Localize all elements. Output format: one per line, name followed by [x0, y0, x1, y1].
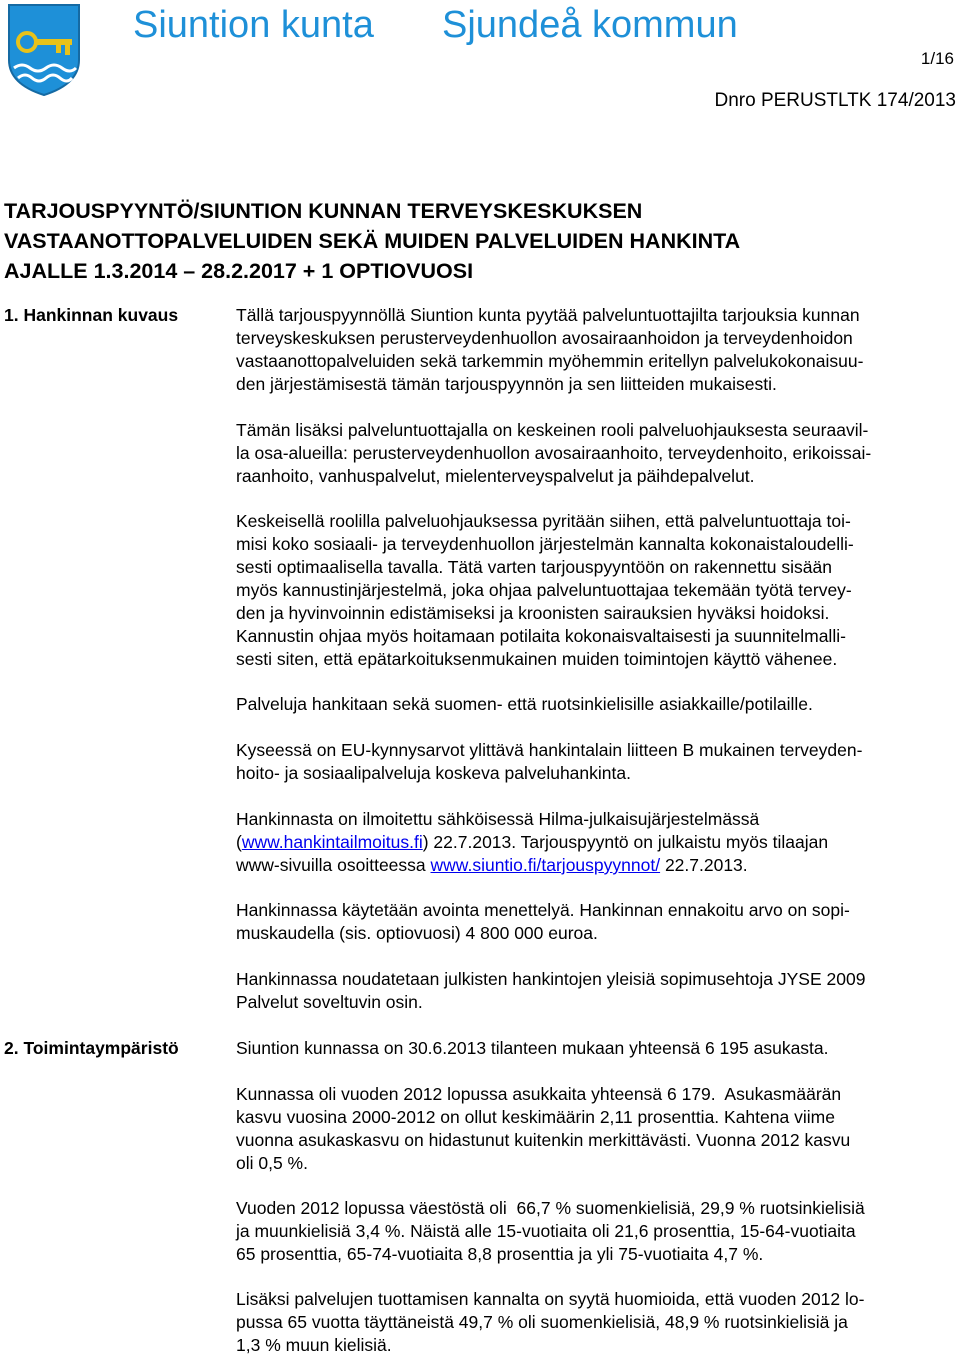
siuntio-tarjouspyynnot-link[interactable]: www.siuntio.fi/tarjouspyynnot/	[430, 855, 661, 875]
document-title	[4, 196, 954, 286]
paragraph	[236, 899, 956, 945]
paragraph	[236, 968, 956, 1014]
text-line: vastaanottopalveluiden sekä tarkemmin myöhemmin eritellyn palvelukokonaisuu-	[236, 351, 864, 371]
text-line: Kannustin ohjaa myös hoitamaan potilaita kokonaisvaltaisesti ja suunnitelmalli-	[236, 626, 846, 646]
text-line: kasvu vuosina 2000-2012 on ollut keskimäärin 2,11 prosenttia. Kahtena viime	[236, 1107, 835, 1127]
municipality-name-fi: Siuntion kunta	[133, 4, 374, 46]
text-line: Tällä tarjouspyynnöllä Siuntion kunta pyytää palveluntuottajilta tarjouksia kunnan	[236, 305, 860, 325]
text-line: Hankinnasta on ilmoitettu sähköisessä Hilma-julkaisujärjestelmässä	[236, 809, 760, 829]
text-line: sesti siten, että epätarkoituksenmukainen muiden toimintojen käyttö vähenee.	[236, 649, 838, 669]
paragraph	[236, 1288, 956, 1357]
hankintailmoitus-link[interactable]: www.hankintailmoitus.fi	[241, 832, 423, 852]
text-line: Keskeisellä roolilla palveluohjauksessa pyritään siihen, että palveluntuottaja toi-	[236, 511, 851, 531]
reference-number: Dnro PERUSTLTK 174/2013	[714, 90, 956, 111]
text-segment: 22.7.2013.	[660, 855, 748, 875]
text-line: hoito- ja sosiaalipalveluja koskeva palveluhankinta.	[236, 763, 631, 783]
text-line: Palvelut soveltuvin osin.	[236, 992, 423, 1012]
text-line: muskaudella (sis. optiovuosi) 4 800 000 euroa.	[236, 923, 598, 943]
text-line: la osa-alueilla: perusterveydenhuollon avosairaanhoito, terveydenhoito, erikoissai-	[236, 443, 872, 463]
text-line: Hankinnassa noudatetaan julkisten hankintojen yleisiä sopimusehtoja JYSE 2009	[236, 969, 866, 989]
title-line: TARJOUSPYYNTÖ/SIUNTION KUNNAN TERVEYSKESKUKSEN	[4, 199, 643, 223]
page-number: 1/16	[920, 49, 954, 68]
text-line: sesti optimaalisella tavalla. Tätä varten tarjouspyyntöön on rakennettu sisään	[236, 557, 832, 577]
text-segment: (	[236, 832, 242, 852]
text-line: myös kannustinjärjestelmä, joka ohjaa palveluntuottajaa tekemään työtä tervey-	[236, 580, 852, 600]
text-line: 1,3 % muun kielisiä.	[236, 1335, 392, 1355]
text-line: Siuntion kunnassa on 30.6.2013 tilanteen mukaan yhteensä 6 195 asukasta.	[236, 1038, 829, 1058]
paragraph	[236, 1083, 956, 1175]
text-line: Kyseessä on EU-kynnysarvot ylittävä hankintalain liitteen B mukainen terveyden-	[236, 740, 863, 760]
paragraph	[236, 808, 956, 877]
text-line: ja muunkielisiä 3,4 %. Näistä alle 15-vuotiaita oli 21,6 prosenttia, 15-64-vuotiaita	[236, 1221, 856, 1241]
text-line: misi koko sosiaali- ja terveydenhuollon järjestelmän kannalta kokonaistaloudelli-	[236, 534, 854, 554]
text-line: pussa 65 vuotta täyttäneistä 49,7 % oli suomenkielisiä, 48,9 % ruotsinkielisiä ja	[236, 1312, 848, 1332]
text-line: terveyskeskuksen perusterveydenhuollon avosairaanhoidon ja terveydenhoidon	[236, 328, 853, 348]
text-line	[236, 854, 956, 877]
text-line: raanhoito, vanhuspalvelut, mielenterveyspalvelut ja päihdepalvelut.	[236, 466, 755, 486]
paragraph	[236, 1037, 956, 1060]
text-line: den järjestämisestä tämän tarjouspyynnön ja sen liitteiden mukaisesti.	[236, 374, 777, 394]
section-heading-toimintaymparisto: 2. Toimintaympäristö	[4, 1038, 179, 1058]
text-segment: www-sivuilla osoitteessa	[236, 855, 431, 875]
section-heading-hankinnan-kuvaus: 1. Hankinnan kuvaus	[4, 305, 179, 325]
text-line: 65 prosenttia, 65-74-vuotiaita 8,8 prosenttia ja yli 75-vuotiaita 4,7 %.	[236, 1244, 764, 1264]
text-line: oli 0,5 %.	[236, 1153, 308, 1173]
municipality-name-sv: Sjundeå kommun	[442, 4, 738, 46]
paragraph	[236, 419, 956, 488]
text-line: Hankinnassa käytetään avointa menettelyä. Hankinnan ennakoitu arvo on sopi-	[236, 900, 850, 920]
title-line: VASTAANOTTOPALVELUIDEN SEKÄ MUIDEN PALVELUIDEN HANKINTA	[4, 229, 741, 253]
text-line: den ja hyvinvoinnin edistämiseksi ja kroonisten sairauksien hyväksi hoidoksi.	[236, 603, 830, 623]
text-line: Tämän lisäksi palveluntuottajalla on keskeinen rooli palveluohjauksesta seuraavil-	[236, 420, 869, 440]
text-line	[236, 831, 956, 854]
text-line: Vuoden 2012 lopussa väestöstä oli 66,7 % suomenkielisiä, 29,9 % ruotsinkielisiä	[236, 1198, 865, 1218]
paragraph	[236, 739, 956, 785]
text-line: Palveluja hankitaan sekä suomen- että ruotsinkielisille asiakkaille/potilaille.	[236, 694, 813, 714]
text-line: Kunnassa oli vuoden 2012 lopussa asukkaita yhteensä 6 179. Asukasmäärän	[236, 1084, 842, 1104]
text-segment: ) 22.7.2013. Tarjouspyyntö on julkaistu myös tilaajan	[422, 832, 829, 852]
paragraph	[236, 1197, 956, 1266]
text-line: vuonna asukaskasvu on hidastunut kuitenkin merkittävästi. Vuonna 2012 kasvu	[236, 1130, 851, 1150]
paragraph	[236, 304, 956, 396]
coat-of-arms-key-icon	[6, 2, 82, 98]
title-line: AJALLE 1.3.2014 – 28.2.2017 + 1 OPTIOVUOSI	[4, 259, 474, 283]
paragraph	[236, 693, 956, 716]
paragraph	[236, 510, 956, 671]
text-line: Lisäksi palvelujen tuottamisen kannalta on syytä huomioida, että vuoden 2012 lo-	[236, 1289, 865, 1309]
